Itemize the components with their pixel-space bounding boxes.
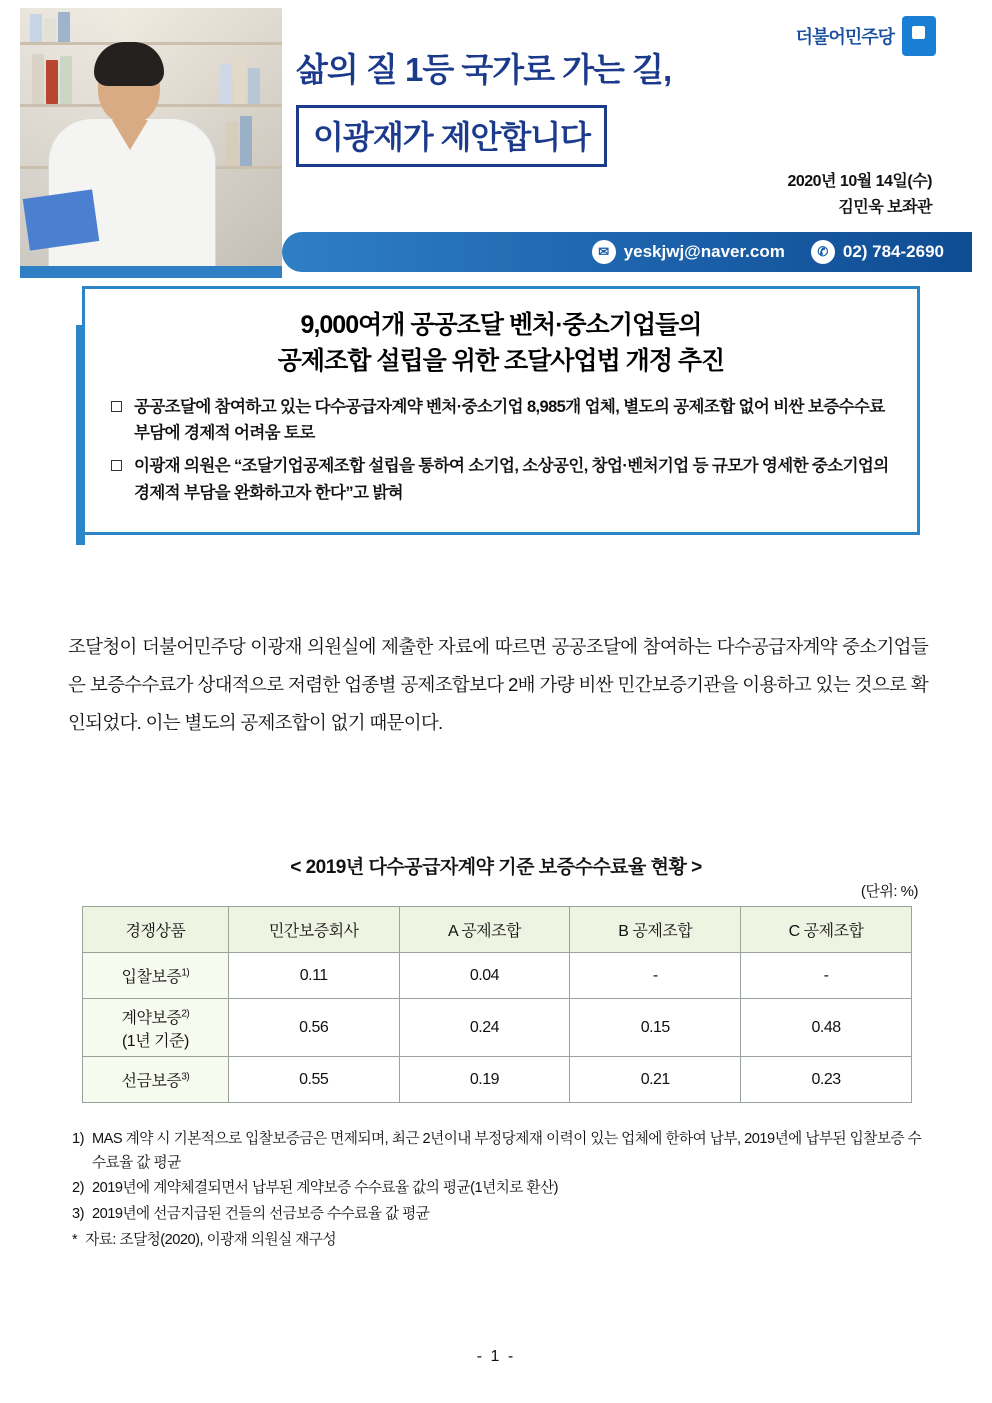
- row-label-text: 계약보증: [121, 1009, 182, 1027]
- row-label-text: 입찰보증: [121, 969, 182, 986]
- footnote-text: MAS 계약 시 기본적으로 입찰보증금은 면제되며, 최근 2년이내 부정당제재 이력이 있는 업체에 한하여 납부, 2019년에 납부된 입찰보증 수수료율 값 평균: [91, 1131, 922, 1171]
- footnote-marker: *: [72, 1231, 78, 1248]
- party-logo: [796, 16, 936, 56]
- bullet-item: [111, 453, 891, 506]
- table-column-header: 민간보증회사: [228, 907, 399, 953]
- checkbox-icon: [111, 460, 122, 471]
- contact-bar: [282, 232, 972, 272]
- table-unit-note: (단위: %): [860, 883, 918, 900]
- table-row: [83, 999, 912, 1057]
- page-number: - 1 -: [476, 1348, 516, 1365]
- footnote-text: 2019년에 선금지급된 건들의 선금보증 수수료율 값 평균: [91, 1205, 430, 1222]
- footnote-marker: 3): [72, 1205, 84, 1222]
- footnote-marker: 1): [72, 1131, 84, 1147]
- headline-line2: 공제조합 설립을 위한 조달사업법 개정 추진: [277, 347, 725, 376]
- footnote-text: 자료: 조달청(2020), 이광재 의원실 재구성: [85, 1231, 337, 1248]
- table-column-header: B 공제조합: [570, 907, 741, 953]
- footnote-item: [72, 1229, 922, 1253]
- table-cell: 0.19: [399, 1057, 570, 1103]
- checkbox-icon: [111, 401, 122, 412]
- person-hair: [94, 42, 164, 86]
- fee-rate-table: [82, 906, 912, 1103]
- photo-placard: [23, 189, 100, 250]
- bullet-text: 공공조달에 참여하고 있는 다수공급자계약 벤처·중소기업 8,985개 업체, 별도의 공제조합 없어 비싼 보증수수료 부담에 경제적 어려움 토로: [134, 397, 885, 443]
- table-cell: 0.23: [741, 1057, 912, 1103]
- body-paragraph: 조달청이 더불어민주당 이광재 의원실에 제출한 자료에 따르면 공공조달에 참여하는 다수공급자계약 중소기업들은 보증수수료가 상대적으로 저렴한 업종별 공제조합보다 2배 가량 비싼 민간보증기관을 이용하고 있는 것으로 확인되었다. 이는 별도의 공제조합이 없기 때문이다.: [68, 636, 928, 733]
- table-cell: -: [741, 953, 912, 999]
- table-title: < 2019년 다수공급자계약 기준 보증수수료율 현황 >: [290, 857, 702, 878]
- contact-phone-text: 02) 784-2690: [842, 242, 944, 261]
- contact-email-text: yeskjwj@naver.com: [623, 242, 785, 261]
- footnote-item: [72, 1203, 922, 1227]
- table-cell: 0.48: [741, 999, 912, 1057]
- row-label-sup: 3): [181, 1071, 190, 1083]
- headline-line1: 9,000여개 공공조달 벤처·중소기업들의: [300, 311, 702, 339]
- banner-title-line2: 이광재가 제안합니다: [296, 105, 607, 167]
- mail-icon: ✉: [592, 240, 616, 264]
- headline-box: [82, 286, 920, 535]
- table-cell: -: [570, 953, 741, 999]
- party-logo-mark: [902, 16, 936, 56]
- table-column-header: 경쟁상품: [83, 907, 229, 953]
- contact-phone[interactable]: [811, 240, 944, 264]
- footnote-item: [72, 1128, 922, 1175]
- table-column-header: A 공제조합: [399, 907, 570, 953]
- table-header-row: [83, 907, 912, 953]
- photo-bottom-strip: [20, 266, 282, 278]
- table-cell: 0.21: [570, 1057, 741, 1103]
- table-footnotes: [72, 1128, 922, 1254]
- footnote-text: 2019년에 계약체결되면서 납부된 계약보증 수수료율 값의 평균(1년치로 환산): [91, 1180, 559, 1197]
- footnote-marker: 2): [72, 1180, 84, 1197]
- table-row-label: [83, 1057, 229, 1103]
- row-label-sup: 2): [181, 1008, 190, 1020]
- table-row-label: [83, 953, 229, 999]
- table-row: [83, 953, 912, 999]
- headline-bullets: [111, 394, 891, 507]
- footnote-item: [72, 1177, 922, 1201]
- table-cell: 0.55: [228, 1057, 399, 1103]
- politician-photo: [20, 8, 282, 273]
- row-label-text: 선금보증: [121, 1073, 182, 1090]
- bullet-item: [111, 394, 891, 447]
- table-cell: 0.15: [570, 999, 741, 1057]
- contact-email[interactable]: [592, 240, 785, 264]
- row-label-sup: 1): [181, 967, 190, 979]
- table-row-label: [83, 999, 229, 1057]
- bullet-text: 이광재 의원은 “조달기업공제조합 설립을 통하여 소기업, 소상공인, 창업·벤처기업 등 규모가 영세한 중소기업의 경제적 부담을 완화하고자 한다”고 밝혀: [134, 456, 889, 502]
- table-cell: 0.11: [228, 953, 399, 999]
- table-row: [83, 1057, 912, 1103]
- row-label-subtext: (1년 기준): [121, 1032, 189, 1050]
- banner-title: [296, 44, 746, 167]
- press-author: 김민욱 보좌관: [838, 199, 932, 216]
- header-banner: [0, 0, 992, 278]
- table-column-header: C 공제조합: [741, 907, 912, 953]
- table-cell: 0.04: [399, 953, 570, 999]
- press-date: 2020년 10월 14일(수): [787, 173, 932, 190]
- table-cell: 0.56: [228, 999, 399, 1057]
- party-logo-label: 더불어민주당: [795, 27, 894, 47]
- table-cell: 0.24: [399, 999, 570, 1057]
- banner-title-line1: 삶의 질 1등 국가로 가는 길,: [296, 51, 672, 88]
- phone-icon: ✆: [811, 240, 835, 264]
